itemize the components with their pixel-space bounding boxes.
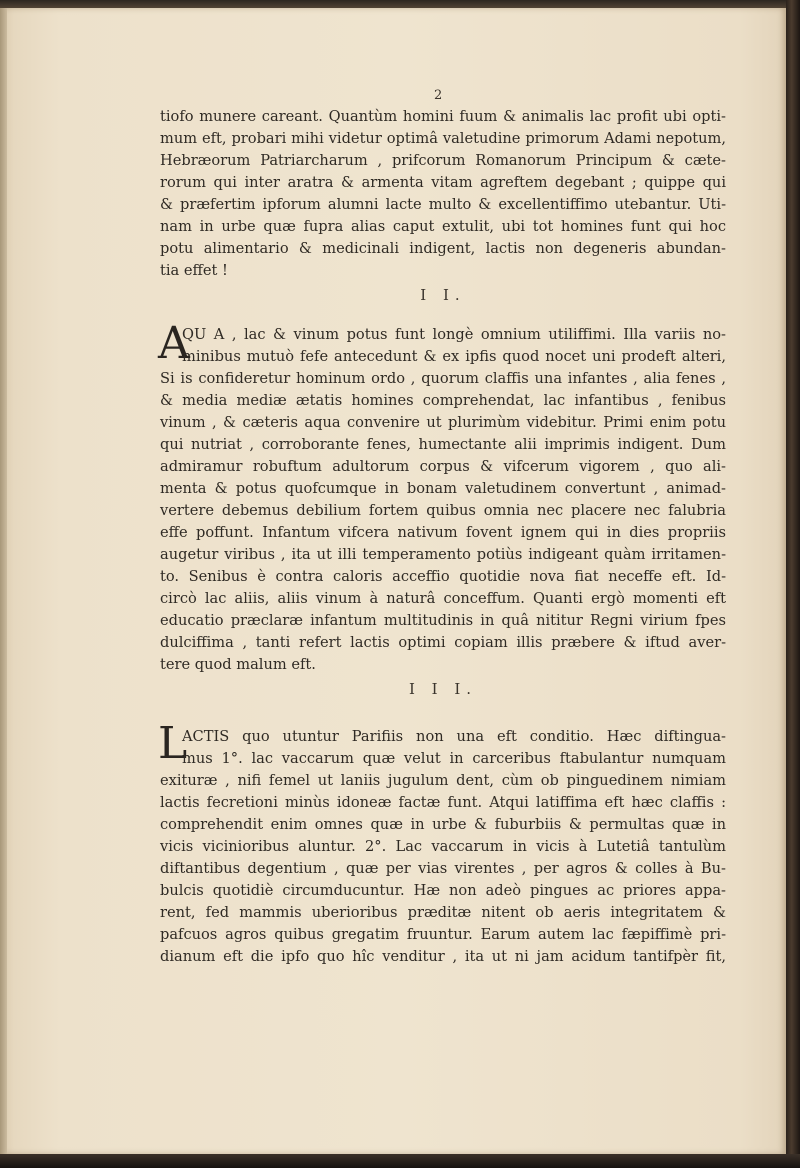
text-line: pafcuos agros quibus gregatim fruuntur. Earum autem lac fæpiffimè pri- (160, 926, 726, 943)
section-heading: I I. (420, 286, 466, 304)
text-line: minibus mutuò fefe antecedunt & ex ipfis quod nocet uni prodeft alteri, (182, 348, 726, 365)
text-line: dianum eft die ipfo quo hîc venditur , ita ut ni jam acidum tantifpèr fit, (160, 948, 726, 965)
text-line: tiofo munere careant. Quantùm homini fuum & animalis lac profit ubi opti- (160, 108, 726, 125)
text-line: tia effet ! (160, 262, 228, 279)
drop-cap: A (158, 318, 190, 369)
text-line: menta & potus quofcumque in bonam valetudinem convertunt , animad- (160, 480, 726, 497)
text-line: potu alimentario & medicinali indigent, lactis non degeneris abundan- (160, 240, 726, 257)
text-line: rent, fed mammis uberioribus præditæ nitent ob aeris integritatem & (160, 904, 726, 921)
text-line: QU A , lac & vinum potus funt longè omnium utiliffimi. Illa variis no- (182, 326, 726, 343)
text-line: & media mediæ ætatis homines comprehendat, lac infantibus , fenibus (160, 392, 726, 409)
text-line: qui nutriat , corroborante fenes, humectante alii imprimis indigent. Dum (160, 436, 726, 453)
text-line: exituræ , nifi femel ut laniis jugulum dent, cùm ob pinguedinem nimiam (160, 772, 726, 789)
book-edge-right (786, 0, 800, 1168)
text-line: effe poffunt. Infantum vifcera nativum fovent ignem qui in dies propriis (160, 524, 726, 541)
book-edge-bottom (0, 1154, 800, 1168)
section-heading: I I I. (408, 680, 478, 698)
text-line: ACTIS quo utuntur Parifiis non una eft conditio. Hæc diftingua- (182, 728, 726, 745)
text-line: diftantibus degentium , quæ per vias virentes , per agros & colles à Bu- (160, 860, 726, 877)
text-line: augetur viribus , ita ut illi temperamento potiùs indigeant quàm irritamen- (160, 546, 726, 563)
text-line: & præfertim ipforum alumni lacte multo & excellentiffimo utebantur. Uti- (160, 196, 726, 213)
text-line: educatio præclaræ infantum multitudinis in quâ nititur Regni virium fpes (160, 612, 726, 629)
page-number: 2 (434, 88, 443, 103)
text-line: mum eft, probari mihi videtur optimâ valetudine primorum Adami nepotum, (160, 130, 726, 147)
drop-cap: L (158, 718, 188, 769)
text-line: vicis vicinioribus aluntur. 2°. Lac vaccarum in vicis à Lutetiâ tantulùm (160, 838, 726, 855)
text-line: nam in urbe quæ fupra alias caput extulit, ubi tot homines funt qui hoc (160, 218, 726, 235)
text-line: tere quod malum eft. (160, 656, 316, 673)
text-line: Hebræorum Patriarcharum , prifcorum Romanorum Principum & cæte- (160, 152, 726, 169)
text-line: to. Senibus è contra caloris acceffio quotidie nova fiat neceffe eft. Id- (160, 568, 726, 585)
text-line: lactis fecretioni minùs idoneæ factæ funt. Atqui latiffima eft hæc claffis : (160, 794, 726, 811)
text-line: circò lac aliis, aliis vinum à naturâ conceffum. Quanti ergò momenti eft (160, 590, 726, 607)
text-line: bulcis quotidiè circumducuntur. Hæ non adeò pingues ac priores appa- (160, 882, 726, 899)
text-line: rorum qui inter aratra & armenta vitam agreftem degebant ; quippe qui (160, 174, 726, 191)
text-line: comprehendit enim omnes quæ in urbe & fuburbiis & permultas quæ in (160, 816, 726, 833)
text-line: dulciffima , tanti refert lactis optimi copiam illis præbere & iftud aver- (160, 634, 726, 651)
text-line: vertere debemus debilium fortem quibus omnia nec placere nec falubria (160, 502, 726, 519)
text-line: admiramur robuftum adultorum corpus & vifcerum vigorem , quo ali- (160, 458, 726, 475)
page-gutter (0, 8, 7, 1154)
text-line: mus 1°. lac vaccarum quæ velut in carceribus ftabulantur numquam (182, 750, 726, 767)
text-line: vinum , & cæteris aqua convenire ut plurimùm videbitur. Primi enim potu (160, 414, 726, 431)
text-line: Si is confideretur hominum ordo , quorum claffis una infantes , alia fenes , (160, 370, 726, 387)
